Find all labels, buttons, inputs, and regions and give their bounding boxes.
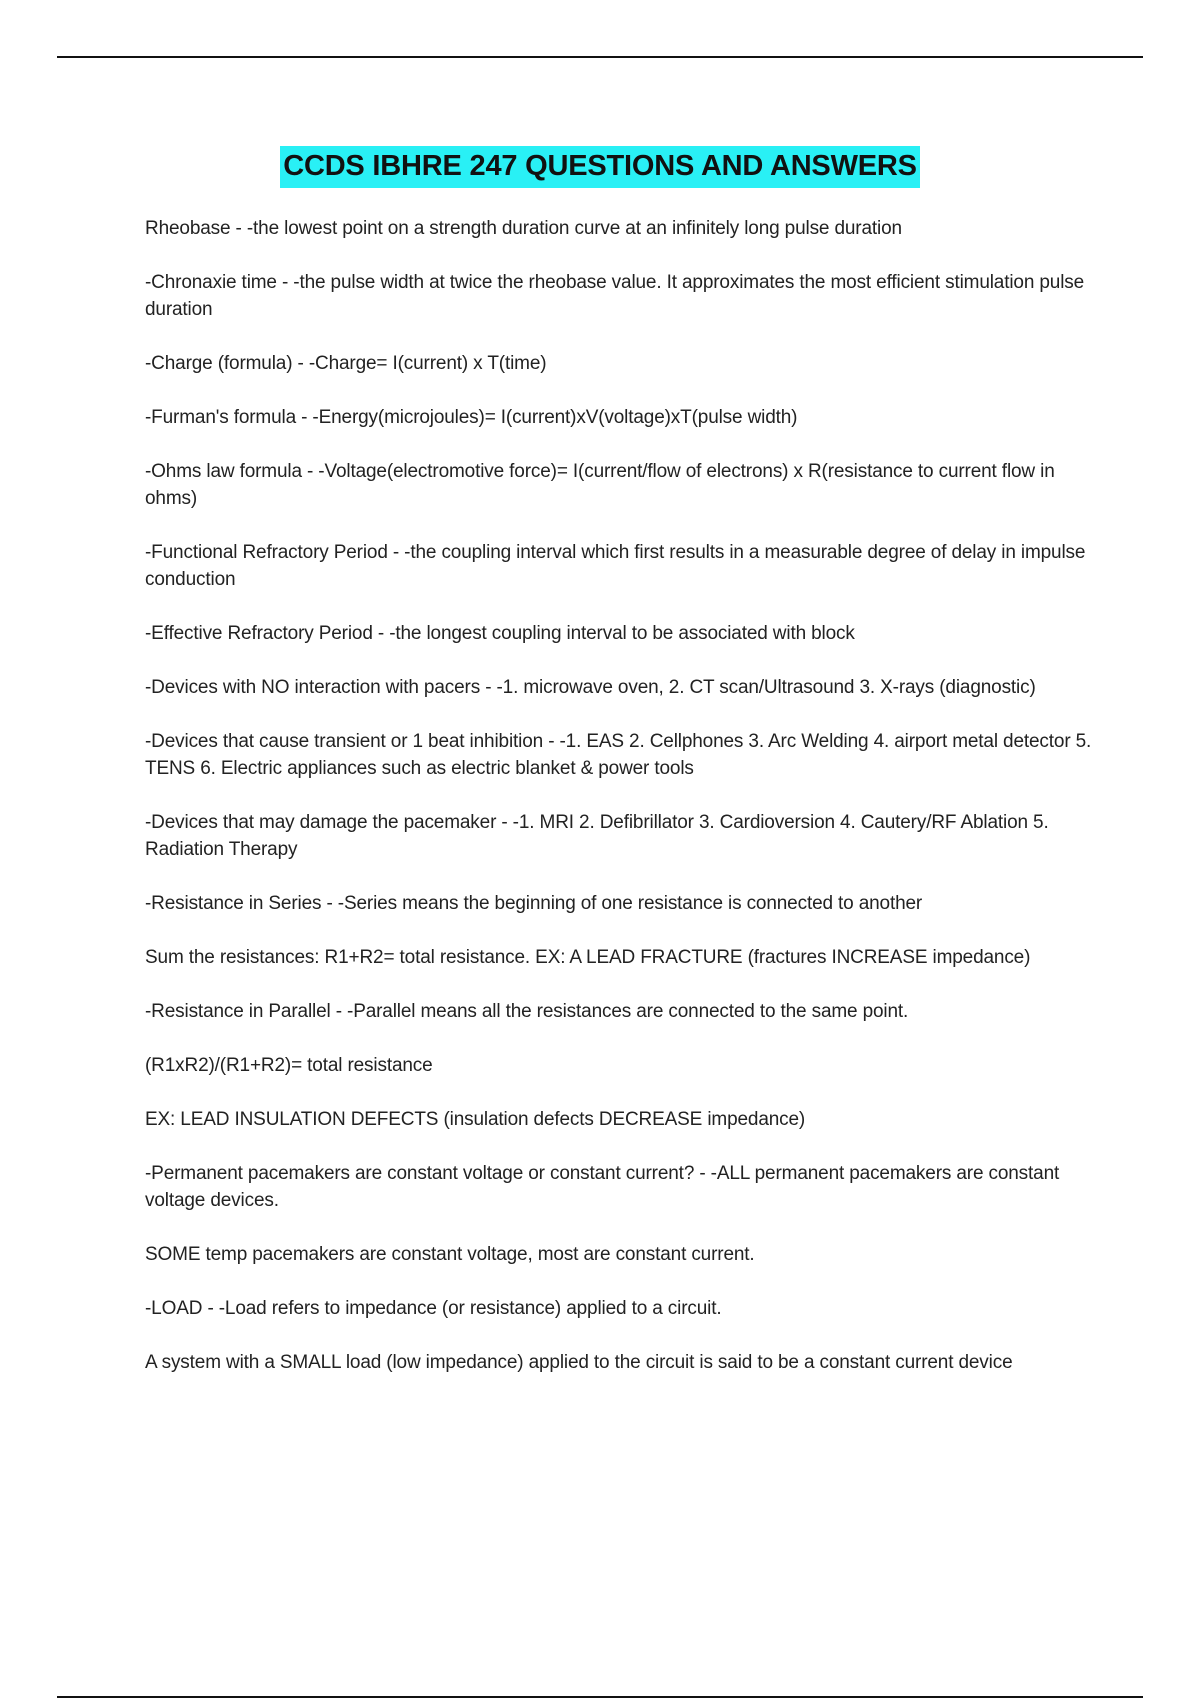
paragraph: -Resistance in Series - -Series means the beginning of one resistance is connected to another: [145, 893, 923, 914]
paragraph: -Furman's formula - -Energy(microjoules)= I(current)xV(voltage)xT(pulse width): [145, 407, 798, 428]
top-rule: [57, 56, 1143, 58]
paragraph: -Chronaxie time - -the pulse width at twice the rheobase value. It approximates the most efficient stimulation pulse duration: [145, 272, 1085, 320]
paragraph: -Devices with NO interaction with pacers - -1. microwave oven, 2. CT scan/Ultrasound 3. X-rays (diagnostic): [145, 677, 1036, 698]
paragraph: -Devices that may damage the pacemaker - -1. MRI 2. Defibrillator 3. Cardioversion 4. Cautery/RF Ablation 5. Radiation Therapy: [145, 812, 1049, 860]
paragraph: Sum the resistances: R1+R2= total resistance. EX: A LEAD FRACTURE (fractures INCREASE impedance): [145, 947, 1031, 968]
paragraph: -Resistance in Parallel - -Parallel means all the resistances are connected to the same point.: [145, 1001, 909, 1022]
document-body: [145, 215, 1095, 1403]
paragraph: SOME temp pacemakers are constant voltage, most are constant current.: [145, 1244, 755, 1265]
paragraph: A system with a SMALL load (low impedance) applied to the circuit is said to be a constant current device: [145, 1352, 1013, 1373]
paragraph: -Charge (formula) - -Charge= I(current) x T(time): [145, 353, 547, 374]
paragraph: -Effective Refractory Period - -the longest coupling interval to be associated with block: [145, 623, 855, 644]
paragraph: -Permanent pacemakers are constant voltage or constant current? - -ALL permanent pacemakers are constant voltage devices.: [145, 1163, 1060, 1211]
title-container: [0, 146, 1200, 188]
paragraph: EX: LEAD INSULATION DEFECTS (insulation defects DECREASE impedance): [145, 1109, 806, 1130]
paragraph: -Ohms law formula - -Voltage(electromotive force)= I(current/flow of electrons) x R(resistance to current flow in ohms): [145, 461, 1055, 509]
paragraph: (R1xR2)/(R1+R2)= total resistance: [145, 1055, 433, 1076]
bottom-rule: [57, 1696, 1143, 1698]
paragraph: -LOAD - -Load refers to impedance (or resistance) applied to a circuit.: [145, 1298, 722, 1319]
page-title: CCDS IBHRE 247 QUESTIONS AND ANSWERS: [280, 146, 920, 188]
paragraph: -Devices that cause transient or 1 beat inhibition - -1. EAS 2. Cellphones 3. Arc Welding 4. airport metal detector 5. TENS 6. Electric appliances such as electric blanket & power tools: [145, 731, 1092, 779]
paragraph: -Functional Refractory Period - -the coupling interval which first results in a measurable degree of delay in impulse conduction: [145, 542, 1086, 590]
paragraph: Rheobase - -the lowest point on a strength duration curve at an infinitely long pulse duration: [145, 218, 902, 239]
